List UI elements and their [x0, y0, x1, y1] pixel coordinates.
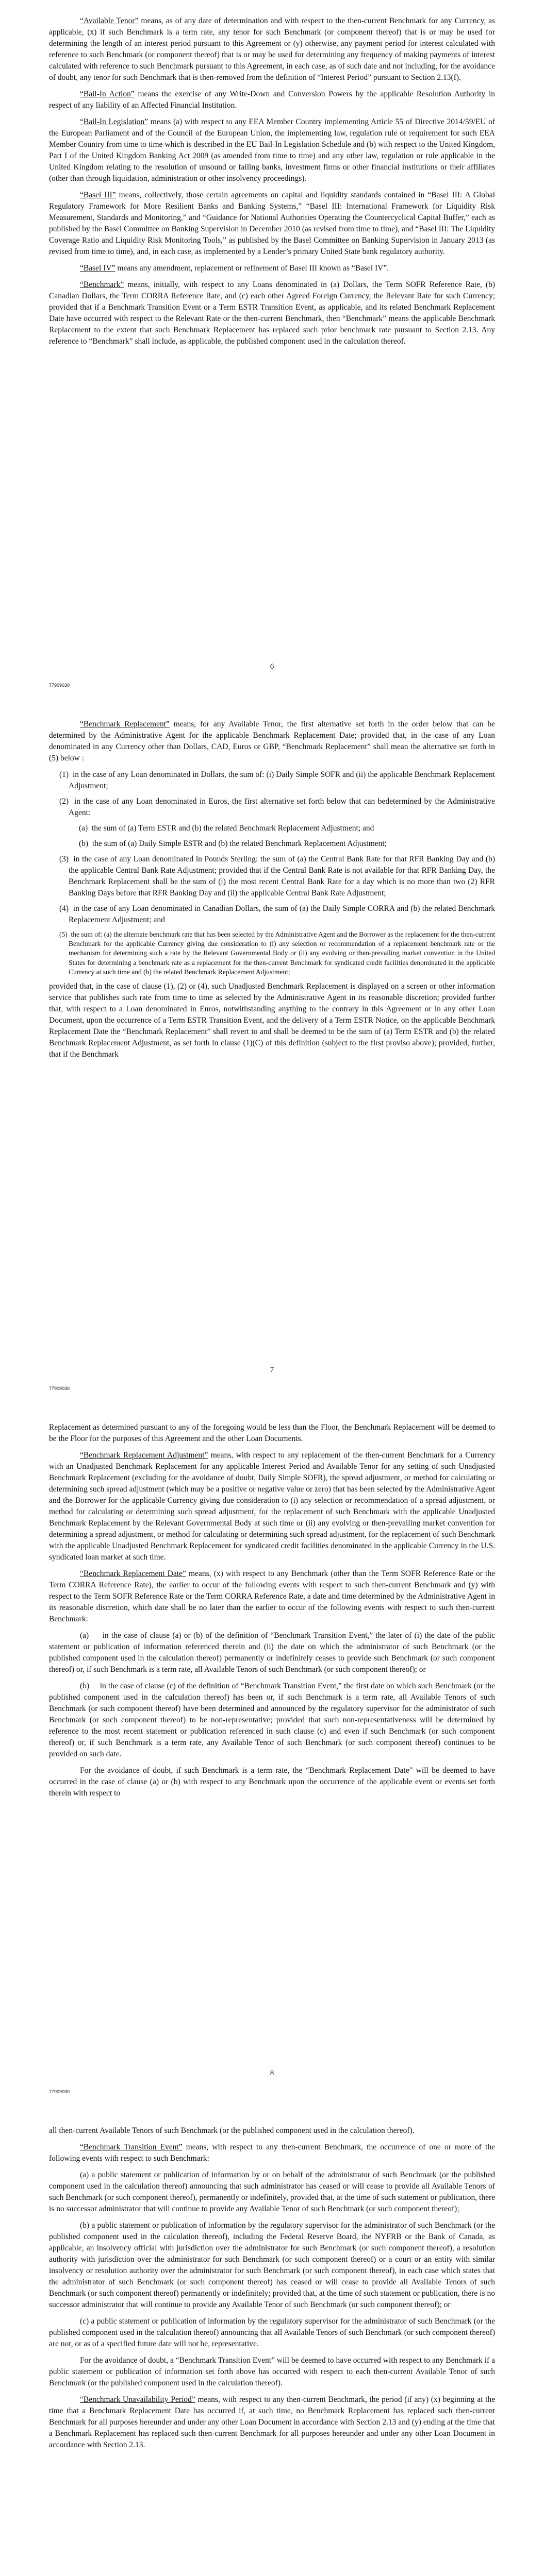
- proviso-paragraph: provided that, in the case of clause (1), (2) or (4), such Unadjusted Benchmark Replacement is displayed on a screen or other information service that publishes such rate from time to time as selected by the Administrative Agent in its reasonable discretion; provided further that, with respect to a Loan denominated in Euros, notwithstanding anything to the contrary in this Agreement or in any other Loan Document, upon the occurrence of a Term ESTR Transition Event, and the delivery of a Term ESTR Notice, on the applicable Benchmark Replacement Date the “Benchmark Replacement” shall revert to and shall be deemed to be the sum of (a) Term ESTR and (b) the related Benchmark Replacement Adjustment, as set forth in clause (1)(C) of this definition (subject to the first proviso above); provided, further, that if the Benchmark: [49, 982, 495, 1059]
- continuation-paragraph: all then-current Available Tenors of such Benchmark (or the published component used in the calculation thereof).: [49, 2126, 415, 2135]
- definition-benchmark-replacement-date: “Benchmark Replacement Date” means, (x) with respect to any Benchmark (other than the Term SOFR Reference Rate or the Term CORRA Reference Rate), the earlier to occur of the following events with respect to such then-current Benchmark and (y) with respect to the Term SOFR Reference Rate or the Term CORRA Reference Rate, a date and time determined by the Administrative Agent in its reasonable discretion, which date shall be no later than the earlier to occur of the following events with respect to such then-current Benchmark:: [49, 1569, 495, 1623]
- definition-bail-in-legislation: “Bail-In Legislation” means (a) with respect to any EEA Member Country implementing Article 55 of Directive 2014/59/EU of the European Parliament and of the Council of the European Union, the implementing law, regulation rule or requirement for such EEA Member Country from time to time which is described in the EU Bail-In Legislation Schedule and (b) with respect to the United Kingdom, Part I of the United Kingdom Banking Act 2009 (as amended from time to time) and any other law, regulation or rule applicable in the United Kingdom relating to the resolution of unsound or failing banks, investment firms or other financial institutions or their affiliates (other than through liquidation, administration or other insolvency proceedings).: [49, 117, 495, 183]
- page-number: 6: [270, 663, 274, 671]
- clause-b: (b) in the case of clause (c) of the definition of “Benchmark Transition Event,” the first date on which such Benchmark (or the published component used in the calculation thereof) has been or, if such Benchmark is a term rate, all Available Tenors of such Benchmark (or such component thereof) have been determined and announced by the regulatory supervisor for the administrator of such Benchmark (or such component thereof) to be non-representative; provided that such non-representativeness will be determined by reference to the most recent statement or publication referenced in such clause (c) and even if such Benchmark (or such component thereof) or, if such Benchmark is a term rate, any Available Tenor of such Benchmark (or such component thereof) continues to be provided on such date.: [49, 1682, 495, 1758]
- page-number: 7: [270, 1366, 274, 1374]
- page-number: 8: [270, 2069, 274, 2077]
- document-page-7: [0, 703, 544, 1406]
- definition-benchmark-replacement: “Benchmark Replacement” means, for any Available Tenor, the first alternative set forth in the order below that can be determined by the Administrative Agent for the applicable Benchmark Replacement Date; provided that, in the case of any Loan denominated in any Currency other than Dollars, CAD, Euros or GBP, “Benchmark Replacement” shall mean the alternative set forth in (5) below :: [49, 720, 495, 762]
- tail-paragraph: For the avoidance of doubt, if such Benchmark is a term rate, the “Benchmark Replacement Date” will be deemed to have occurred in the case of clause (a) or (b) with respect to any Benchmark upon the occurrence of the applicable event or events set forth therein with respect to: [49, 1766, 495, 1798]
- event-c: (c) a public statement or publication of information by the regulatory supervisor for the administrator of such Benchmark (or the published component used in the calculation thereof) announcing that all Available Tenors of such Benchmark (or such component thereof) are not, or as of a specified future date will not be, representative.: [49, 2317, 495, 2348]
- list-item: (1) in the case of any Loan denominated in Dollars, the sum of: (i) Daily Simple SOFR and (ii) the applicable Benchmark Replacement Adjustment;: [59, 770, 495, 790]
- term: “Basel III”: [80, 191, 116, 199]
- definition-basel-iv: “Basel IV” means any amendment, replacement or refinement of Basel III known as “Basel IV”.: [80, 264, 389, 273]
- term: “Bail-In Legislation”: [80, 117, 149, 126]
- term: “Benchmark Replacement Adjustment”: [80, 1451, 208, 1460]
- term: “Benchmark Transition Event”: [80, 2143, 183, 2151]
- document-id: 77909030: [49, 1386, 70, 1391]
- term: “Benchmark Unavailability Period”: [80, 2395, 195, 2404]
- list-item: (2) in the case of any Loan denominated in Euros, the first alternative set forth below that can bedetermined by the Administrative Agent:: [59, 797, 495, 817]
- sub-list-item: (b) the sum of (a) Daily Simple ESTR and (b) the related Benchmark Replacement Adjustment;: [79, 839, 387, 848]
- document-id: 77909030: [49, 2089, 70, 2094]
- list-item: (3) in the case of any Loan denominated in Pounds Sterling: the sum of (a) the Central Bank Rate for that RFR Banking Day and (b) the applicable Central Bank Rate Adjustment; provided that if the Central Bank Rate is not available for that RFR Banking Day, the Benchmark Replacement shall be the sum of (i) the most recent Central Bank Rate for a day which is no more than two (2) RFR Banking Days before that RFR Banking Day and (ii) the applicable Central Bank Rate Adjustment;: [59, 855, 495, 897]
- definition-benchmark-unavailability-period: “Benchmark Unavailability Period” means, with respect to any then-current Benchmark, the period (if any) (x) beginning at the time that a Benchmark Replacement Date has occurred if, at such time, no Benchmark Replacement has replaced such then-current Benchmark for all purposes hereunder and under any other Loan Document in accordance with Section 2.13 and (y) ending at the time that a Benchmark Replacement has replaced such then-current Benchmark for all purposes hereunder and under any other Loan Document in accordance with Section 2.13.: [49, 2395, 495, 2449]
- definition-basel-iii: “Basel III” means, collectively, those certain agreements on capital and liquidity standards contained in “Basel III: A Global Regulatory Framework for More Resilient Banks and Banking Systems,” “Basel III: International Framework for Liquidity Risk Measurement, Standards and Monitoring,” and “Guidance for National Authorities Operating the Countercyclical Capital Buffer,” each as published by the Basel Committee on Banking Supervision in December 2010 (as revised from time to time), and “Basel III: The Liquidity Coverage Ratio and Liquidity Risk Monitoring Tools,” as published by the Basel Committee on Banking Supervision in January 2013 (as revised from time to time), and, in each case, as implemented by a Lender’s primary United State bank regulatory authority.: [49, 191, 495, 256]
- term: “Bail-In Action”: [80, 90, 135, 98]
- definition-benchmark-replacement-adjustment: “Benchmark Replacement Adjustment” means, with respect to any replacement of the then-current Benchmark for a Currency with an Unadjusted Benchmark Replacement for any applicable Interest Period and Available Tenor for any setting of such Unadjusted Benchmark Replacement (excluding for the avoidance of doubt, Daily Simple SOFR), the spread adjustment, or method for calculating or determining such spread adjustment (which may be a positive or negative value or zero) that has been selected by the Administrative Agent and the Borrower for the applicable Currency giving due consideration to (i) any selection or recommendation of a spread adjustment, or method for calculating or determining such spread adjustment, for the replacement of such Benchmark with the applicable Unadjusted Benchmark Replacement by the Relevant Governmental Body at such time or (ii) any evolving or then-prevailing market convention for determining a spread adjustment, or method for calculating or determining such spread adjustment, for the replacement of such Benchmark with the applicable Unadjusted Benchmark Replacement for syndicated credit facilities denominated in the applicable Currency in the U.S. syndicated loan market at such time.: [49, 1451, 495, 1562]
- document-page-8: [0, 1406, 544, 2110]
- continuation-paragraph: Replacement as determined pursuant to any of the foregoing would be less than the Floor, the Benchmark Replacement will be deemed to be the Floor for the purposes of this Agreement and the other Loan Documents.: [49, 1423, 495, 1443]
- clause-a: (a) in the case of clause (a) or (b) of the definition of “Benchmark Transition Event,” the later of (i) the date of the public statement or publication of information referenced therein and (ii) the date on which the administrator of such Benchmark (or the published component used in the calculation thereof) permanently or indefinitely ceases to provide such Benchmark (or such component thereof) or, if such Benchmark is a term rate, all Available Tenors of such Benchmark (or such component thereof); or: [49, 1631, 495, 1674]
- term: “Benchmark Replacement”: [80, 720, 170, 728]
- document-id: 77909030: [49, 683, 70, 688]
- definition-benchmark: “Benchmark” means, initially, with respect to any Loans denominated in (a) Dollars, the Term SOFR Reference Rate, (b) Canadian Dollars, the Term CORRA Reference Rate, and (c) each other Agreed Foreign Currency, the Relevant Rate for such Currency; provided that if a Benchmark Transition Event or a Term ESTR Transition Event, as applicable, and its related Benchmark Replacement Date have occurred with respect to the Relevant Rate or the then-current Benchmark, then “Benchmark” means the applicable Benchmark Replacement to the extent that such Benchmark Replacement has replaced such prior benchmark rate pursuant to Section 2.13. Any reference to “Benchmark” shall include, as applicable, the published component used in the calculation thereof.: [49, 280, 495, 346]
- sub-list-item: (a) the sum of (a) Term ESTR and (b) the related Benchmark Replacement Adjustment; and: [79, 824, 374, 833]
- avoidance-paragraph: For the avoidance of doubt, a “Benchmark Transition Event” will be deemed to have occurred with respect to any Benchmark if a public statement or publication of information set forth above has occurred with respect to each then-current Available Tenor of such Benchmark (or the published component used in the calculation thereof).: [49, 2356, 495, 2387]
- term: “Available Tenor”: [80, 16, 139, 25]
- list-item: (4) in the case of any Loan denominated in Canadian Dollars, the sum of (a) the Daily Simple CORRA and (b) the related Benchmark Replacement Adjustment; and: [59, 904, 495, 924]
- event-a: (a) a public statement or publication of information by or on behalf of the administrator of such Benchmark (or the published component used in the calculation thereof) announcing that such administrator has ceased or will cease to provide all Available Tenors of such Benchmark (or such component thereof), permanently or indefinitely, provided that, at the time of such statement or publication, there is no successor administrator that will continue to provide any Available Tenor of such Benchmark (or such component thereof);: [49, 2171, 495, 2213]
- event-b: (b) a public statement or publication of information by the regulatory supervisor for the administrator of such Benchmark (or the published component used in the calculation thereof), including the Federal Reserve Board, the NYFRB or the Bank of Canada, as applicable, an insolvency official with jurisdiction over the administrator for such Benchmark (or such component thereof), a resolution authority with jurisdiction over the administrator for such Benchmark (or such component thereof) or a court or an entity with similar insolvency or resolution authority over the administrator for such Benchmark (or such component thereof), in each case which states that the administrator of such Benchmark (or such component thereof) has ceased or will cease to provide all Available Tenors of such Benchmark (or such component thereof) permanently or indefinitely; provided that, at the time of such statement or publication, there is no successor administrator that will continue to provide any Available Tenor of such Benchmark (or such component thereof); or: [49, 2221, 495, 2309]
- term: “Benchmark”: [80, 280, 124, 289]
- definition-benchmark-transition-event: “Benchmark Transition Event” means, with respect to any then-current Benchmark, the occurrence of one or more of the following events with respect to such Benchmark:: [49, 2143, 495, 2163]
- list-item: (5) the sum of: (a) the alternate benchmark rate that has been selected by the Administrative Agent and the Borrower as the replacement for the then-current Benchmark for the applicable Currency giving due consideration to (i) any selection or recommendation of a replacement benchmark rate or the mechanism for determining such a rate by the Relevant Governmental Body or (ii) any evolving or then-prevailing market convention in the United States for determining a benchmark rate as a replacement for the then-current Benchmark for syndicated credit facilities denominated in the applicable Currency at such time and (b) the related Benchmark Replacement Adjustment;: [59, 930, 495, 976]
- definition-bail-in-action: “Bail-In Action” means the exercise of any Write-Down and Conversion Powers by the applicable Resolution Authority in respect of any liability of an Affected Financial Institution.: [49, 90, 495, 110]
- definition-available-tenor: “Available Tenor” means, as of any date of determination and with respect to the then-current Benchmark for any Currency, as applicable, (x) if such Benchmark is a term rate, any tenor for such Benchmark (or component thereof) that is or may be used for determining the length of an interest period pursuant to this Agreement or (y) otherwise, any payment period for interest calculated with reference to such Benchmark (or component thereof) that is or may be used for determining any frequency of making payments of interest calculated with reference to such Benchmark pursuant to this Agreement, in each case, as of such date and not including, for the avoidance of doubt, any tenor for such Benchmark that is then-removed from the definition of “Interest Period” pursuant to Section 2.13(f).: [49, 16, 495, 82]
- term: “Benchmark Replacement Date”: [80, 1569, 186, 1578]
- document-page-6: [0, 0, 544, 703]
- document-page-9: [0, 2110, 544, 2576]
- term: “Basel IV”: [80, 264, 116, 273]
